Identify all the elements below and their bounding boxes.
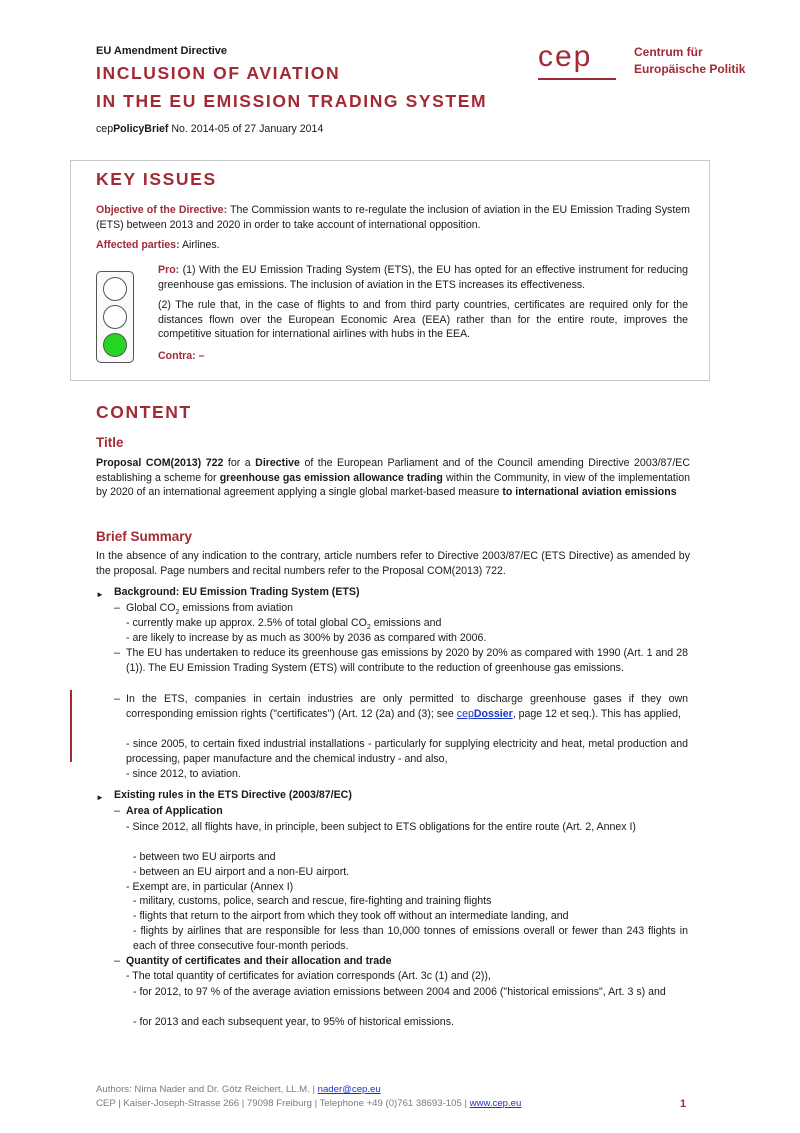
rules-line-eu-airports: - between two EU airports and	[133, 851, 276, 863]
dash-bullet: –	[114, 693, 120, 705]
rules-line-2013: - for 2013 and each subsequent year, to 95% of historical emissions.	[133, 1016, 454, 1028]
pro-paragraph-1: Pro: (1) With the EU Emission Trading System (ETS), the EU has opted for an effective instrument for reducing greenhouse gas emissions. The inclusion of aviation in the ETS increases its effectiveness.	[158, 264, 688, 291]
existing-rules-heading: Existing rules in the ETS Directive (2003/87/EC)	[114, 789, 352, 801]
page-title-line-2: IN THE EU EMISSION TRADING SYSTEM	[96, 91, 488, 111]
rules-line-exempt: - Exempt are, in particular (Annex I)	[126, 881, 294, 893]
rules-line-small-airlines: - flights by airlines that are responsible for less than 10,000 tonnes of emissions overall or fewer than 243 flights in each of three consecutive four-month periods.	[133, 925, 688, 952]
title-subheading: Title	[96, 435, 124, 450]
objective-paragraph: Objective of the Directive: The Commission wants to re-regulate the inclusion of aviation in the EU Emission Trading System (ETS) between 2013 and 2020 in order to take account of international opposition.	[96, 204, 690, 231]
title-paragraph: Proposal COM(2013) 722 for a Directive of the European Parliament and of the Council amending Directive 2003/87/EC establishing a scheme for greenhouse gas emission allowance trading within the Community, in view of the implementation by 2020 of an international agreement applying a single global market-based measure to international aviation emissions	[96, 457, 690, 499]
brief-summary-heading: Brief Summary	[96, 529, 193, 544]
bg-line-since-2005: - since 2005, to certain fixed industrial installations - particularly for supplying electricity and heat, metal production and processing, paper manufacture and the chemical industry - and also,	[126, 738, 688, 765]
dash-bullet: –	[114, 955, 120, 967]
logo-underline	[538, 78, 616, 80]
area-of-application-heading: Area of Application	[126, 805, 223, 817]
bg-line-since-2012: - since 2012, to aviation.	[126, 768, 241, 780]
rules-line-since-2012: - Since 2012, all flights have, in principle, been subject to ETS obligations for the entire route (Art. 2, Annex I)	[126, 821, 636, 833]
bg-line-eu-target: The EU has undertaken to reduce its greenhouse gas emissions by 2020 by 20% as compared with 1990 (Art. 1 and 28 (1)). The EU Emission Trading System (ETS) will contribute to the reduction of greenhouse gas emissions.	[126, 647, 688, 674]
dash-bullet: –	[114, 805, 120, 817]
affected-parties: Affected parties: Airlines.	[96, 239, 220, 251]
page-title-line-1: INCLUSION OF AVIATION	[96, 63, 341, 83]
bg-line-ets-companies: In the ETS, companies in certain industries are only permitted to discharge greenhouse gases if they own corresponding emission rights ("certificates") (Art. 12 (2a) and (3); see cepDossier, page 12 et seq.). This has applied,	[126, 693, 688, 720]
dash-bullet: –	[114, 647, 120, 659]
key-issues-heading: KEY ISSUES	[96, 169, 217, 189]
rules-line-return-flights: - flights that return to the airport from which they took off without an intermediate landing, and	[133, 910, 569, 922]
margin-change-marker	[70, 690, 72, 762]
dash-bullet: –	[114, 602, 120, 614]
bg-line-increase: - are likely to increase by as much as 300% by 2036 as compared with 2006.	[126, 632, 487, 644]
document-kicker: EU Amendment Directive	[96, 45, 228, 57]
bg-line-global-co2: Global $CO_2$ emissions from aviation	[126, 602, 294, 617]
rules-line-military: - military, customs, police, search and rescue, fire-fighting and training flights	[133, 895, 492, 907]
website-link[interactable]: www.cep.eu	[469, 1098, 522, 1109]
author-email-link[interactable]: nader@cep.eu	[317, 1084, 381, 1095]
rules-line-non-eu: - between an EU airport and a non-EU airport.	[133, 866, 350, 878]
quantity-heading: Quantity of certificates and their allocation and trade	[126, 955, 392, 967]
triangle-bullet-icon: ►	[96, 590, 104, 599]
cep-dossier-link[interactable]: cepDossier	[456, 707, 513, 720]
content-heading: CONTENT	[96, 402, 192, 422]
brief-number: cepPolicyBrief No. 2014-05 of 27 January 2014	[96, 123, 324, 135]
traffic-light-red-lamp	[103, 277, 127, 301]
cep-logo-mark: cep	[538, 40, 593, 73]
page-number: 1	[680, 1098, 687, 1110]
summary-intro: In the absence of any indication to the contrary, article numbers refer to Directive 2003/87/EC (ETS Directive) as amended by the proposal. Page numbers and recital numbers refer to the Proposal COM(2013) 722.	[96, 550, 690, 577]
traffic-light-yellow-lamp	[103, 305, 127, 329]
rules-line-2012: - for 2012, to 97 % of the average aviation emissions between 2004 and 2006 ("historical emissions", Art. 3 s) and	[133, 986, 666, 998]
traffic-light-green-icon	[96, 271, 134, 363]
footer-address: CEP | Kaiser-Joseph-Strasse 266 | 79098 Freiburg | Telephone +49 (0)761 38693-105 | www.cep.eu	[96, 1098, 522, 1109]
footer-authors: Authors: Nima Nader and Dr. Götz Reichert, LL.M. | nader@cep.eu	[96, 1084, 381, 1095]
traffic-light-green-lamp	[103, 333, 127, 357]
cep-logo	[538, 42, 758, 82]
triangle-bullet-icon: ►	[96, 793, 104, 802]
contra-label: Contra: –	[158, 350, 205, 362]
logo-organisation-name: Centrum für Europäische Politik	[634, 45, 746, 76]
rules-line-total-quantity: - The total quantity of certificates for aviation corresponds (Art. 3c (1) and (2)),	[126, 970, 491, 982]
bg-line-share: - currently make up approx. 2.5% of total global $CO_2$ emissions and	[126, 617, 442, 632]
background-heading: Background: EU Emission Trading System (ETS)	[114, 586, 360, 598]
pro-paragraph-2: (2) The rule that, in the case of flights to and from third party countries, certificates are required only for the distances flown over the European Economic Area (EEA) rather than for the entire route, improves the competitive situation for international airlines with hubs in the EEA.	[158, 299, 688, 341]
